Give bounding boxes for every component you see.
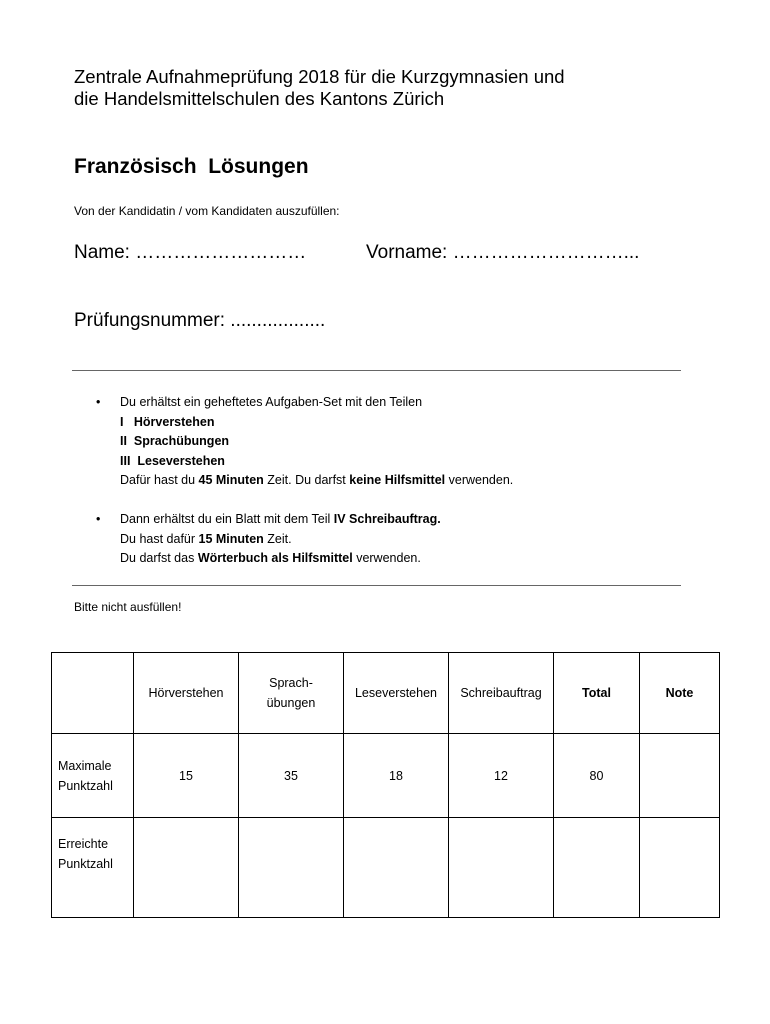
table-row [52, 734, 720, 818]
max-schreibauftrag: 12 [449, 734, 554, 818]
divider-bottom [72, 585, 681, 586]
do-not-fill-note: Bitte nicht ausfüllen! [74, 600, 182, 614]
row-label-line-2: Punktzahl [58, 857, 113, 871]
max-total: 80 [554, 734, 640, 818]
time-text-post: verwenden. [445, 473, 514, 487]
name-field: Name: ……………………… [74, 242, 307, 263]
aid-bold: Wörterbuch als Hilfsmittel [197, 551, 353, 565]
header-note: Note [640, 653, 720, 734]
document-title: Französisch Lösungen [74, 155, 309, 178]
header-sprach-line-1: Sprach- [269, 676, 313, 690]
header-line-2: die Handelsmittelschulen des Kantons Zürich [74, 88, 445, 109]
achieved-sprachuebungen [239, 818, 344, 918]
time-text-post: Zeit. [263, 531, 292, 546]
max-leseverstehen: 18 [344, 734, 449, 818]
bullet-second-time [120, 530, 441, 550]
vorname-field: Vorname: ………………………... [366, 242, 640, 263]
max-sprachuebungen: 35 [239, 734, 344, 818]
time-bold: 45 Minuten [198, 473, 264, 487]
achieved-hoerverstehen [134, 818, 239, 918]
part-3-label: III Leseverstehen [120, 453, 225, 468]
aid-text-pre: Du darfst das [120, 551, 198, 565]
row-label-line-2: Punktzahl [58, 778, 113, 793]
table-row [52, 818, 720, 918]
bullet-second-intro [120, 510, 441, 530]
bullet-second-aid [120, 549, 441, 569]
row-label-erreichte [52, 818, 134, 918]
header-schreibauftrag: Schreibauftrag [449, 653, 554, 734]
max-note [640, 734, 720, 818]
row-label-line-1: Erreichte [58, 837, 109, 851]
aid-bold: keine Hilfsmittel [349, 473, 446, 487]
candidate-instruction: Von der Kandidatin / vom Kandidaten auszufüllen: [74, 204, 340, 218]
bullet-first-time [120, 471, 513, 491]
header-hoerverstehen: Hörverstehen [134, 653, 239, 734]
time-text-pre: Dafür hast du [120, 473, 199, 487]
intro-bold: IV Schreibauftrag. [333, 512, 441, 526]
bullet-second [96, 510, 441, 569]
score-table [51, 652, 720, 918]
achieved-leseverstehen [344, 818, 449, 918]
header-total: Total [554, 653, 640, 734]
row-label-maximale [52, 734, 134, 818]
row-label-line-1: Maximale [58, 758, 112, 773]
achieved-total [554, 818, 640, 918]
divider-top [72, 370, 681, 371]
part-2-label: II Sprachübungen [120, 434, 230, 448]
time-text-mid: Zeit. Du darfst [263, 473, 350, 487]
header-leseverstehen: Leseverstehen [344, 653, 449, 734]
pruefungsnummer-field: Prüfungsnummer: .................. [74, 310, 326, 331]
bullet-first [96, 393, 513, 491]
exam-header [74, 66, 714, 110]
header-line-1: Zentrale Aufnahmeprüfung 2018 für die Kurzgymnasien und [74, 66, 565, 87]
header-sprachuebungen [239, 653, 344, 734]
bullet-dot-icon: • [96, 395, 101, 409]
time-bold: 15 Minuten [198, 531, 264, 546]
bullet-first-intro: Du erhältst ein geheftetes Aufgaben-Set mit den Teilen [120, 395, 423, 409]
intro-text: Dann erhältst du ein Blatt mit dem Teil [120, 512, 334, 526]
achieved-note [640, 818, 720, 918]
achieved-schreibauftrag [449, 818, 554, 918]
part-1-label: I Hörverstehen [120, 414, 215, 429]
header-sprach-line-2: übungen [266, 696, 316, 710]
bullet-dot-icon: • [96, 512, 101, 526]
aid-text-post: verwenden. [352, 551, 421, 565]
header-empty-cell [52, 653, 134, 734]
table-header-row [52, 653, 720, 734]
max-hoerverstehen: 15 [134, 734, 239, 818]
time-text-pre: Du hast dafür [120, 531, 199, 546]
